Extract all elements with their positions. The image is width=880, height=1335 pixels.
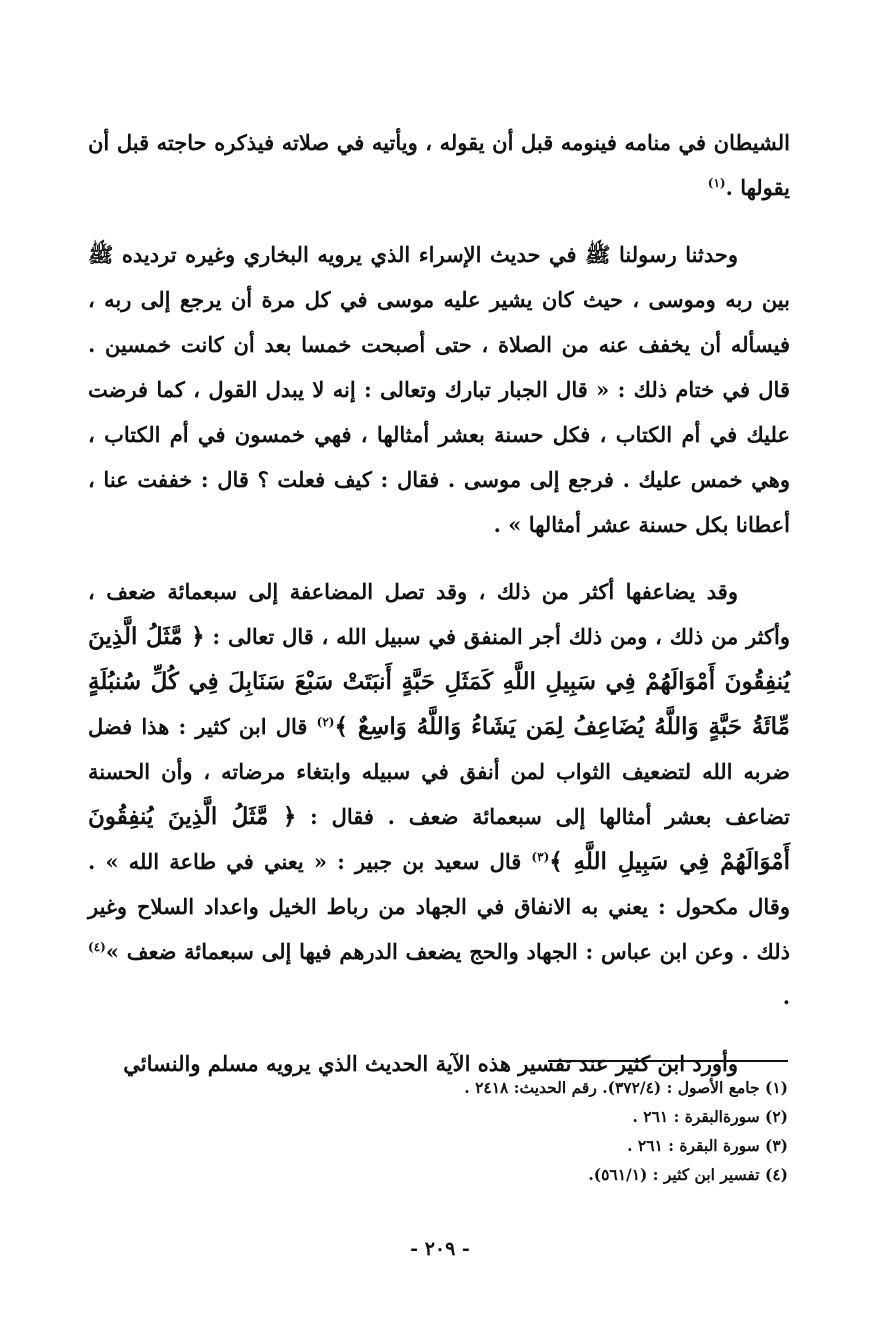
paragraph-1 [88,120,790,210]
paragraph-1-text: الشيطان في منامه فينومه قبل أن يقوله ، ويأتيه في صلاته فيذكره حاجته قبل أن يقولها . [88,130,790,200]
footnote-2: (٢) سورةالبقرة : ٢٦١ . [632,1107,788,1126]
paragraph-2-text: وحدثنا رسولنا ﷺ في حديث الإسراء الذي يرويه البخاري وغيره ترديده ﷺ بين ربه وموسى ، حيث كان يشير عليه موسى في كل مرة أن يرجع إلى ربه ، فيسأله أن يخفف عنه من الصلاة ، حتى أصبحت خمسا بعد أن كانت خمسين . قال في ختام ذلك : « قال الجبار تبارك وتعالى : إنه لا يبدل القول ، كما فرضت عليك في أم الكتاب ، فكل حسنة بعشر أمثالها ، فهي خمسون في أم الكتاب ، وهي خمس عليك . فرجع إلى موسى . فقال : كيف فعلت ؟ قال : خففت عنا ، أعطانا بكل حسنة عشر أمثالها » . [88,242,790,537]
page-number: - ٢٠٩ - [410,1238,470,1260]
footnote-ref-2: (٢) [316,715,335,729]
paragraph-3-text-3: قال سعيد بن جبير : « يعني في طاعة الله » . وقال مكحول : يعني به الانفاق في الجهاد من رباط الخيل واعداد السلاح وغير ذلك . وعن ابن عباس : الجهاد والحج يضعف الدرهم فيها إلى سبعمائة ضعف » [88,849,790,964]
footnote-3: (٣) سورة البقرة : ٢٦١ . [627,1136,788,1155]
paragraph-2 [88,232,790,547]
footnotes [368,1073,788,1189]
paragraph-3 [88,569,790,1019]
paragraph-3-end: . [782,984,790,1009]
paragraph-3-text-1: وقد يضاعفها أكثر من ذلك ، وقد تصل المضاعفة إلى سبعمائة ضعف ، وأكثر من ذلك ، ومن ذلك أجر المنفق في سبيل الله ، قال تعالى : [88,579,790,649]
paragraph-4-text: وأورد ابن كثير عند تفسير هذه الآية الحديث الذي يرويه مسلم والنسائي [123,1051,738,1076]
footnote-4: (٤) تفسير ابن كثير : (٥٦١/١). [588,1165,788,1184]
footnote-ref-4: (٤) [88,940,106,954]
quran-verse-1: ﴿ مَّثَلُ الَّذِينَ يُنفِقُونَ أَمْوَالَهُمْ فِي سَبِيلِ اللَّهِ كَمَثَلِ حَبَّةٍ أَنبَتَتْ سَبْعَ سَنَابِلَ فِي كُلِّ سُنبُلَةٍ مِّائَةُ حَبَّةٍ وَاللَّهُ يُضَاعِفُ لِمَن يَشَاءُ وَاللَّهُ وَاسِعٌ ﴾ [88,623,790,740]
footnote-ref-3: (٣) [531,850,550,864]
footnote-ref-1: (١) [707,176,726,190]
footnote-1: (١) جامع الأصول : (٣٧٢/٤). رقم الحديث: ٢٤١٨ . [464,1078,788,1097]
paragraph-3-text-2: قال ابن كثير : هذا فضل ضربه الله لتضعيف الثواب لمن أنفق في سبيله وابتغاء مرضاته ، وأن الحسنة تضاعف بعشر أمثالها إلى سبعمائة ضعف . فقال : [88,714,790,829]
footnote-divider [548,1060,788,1062]
quran-verse-2: ﴿ مَّثَلُ الَّذِينَ يُنفِقُونَ أَمْوَالَهُمْ فِي سَبِيلِ اللَّهِ ﴾ [88,803,791,875]
main-text [88,120,790,1108]
